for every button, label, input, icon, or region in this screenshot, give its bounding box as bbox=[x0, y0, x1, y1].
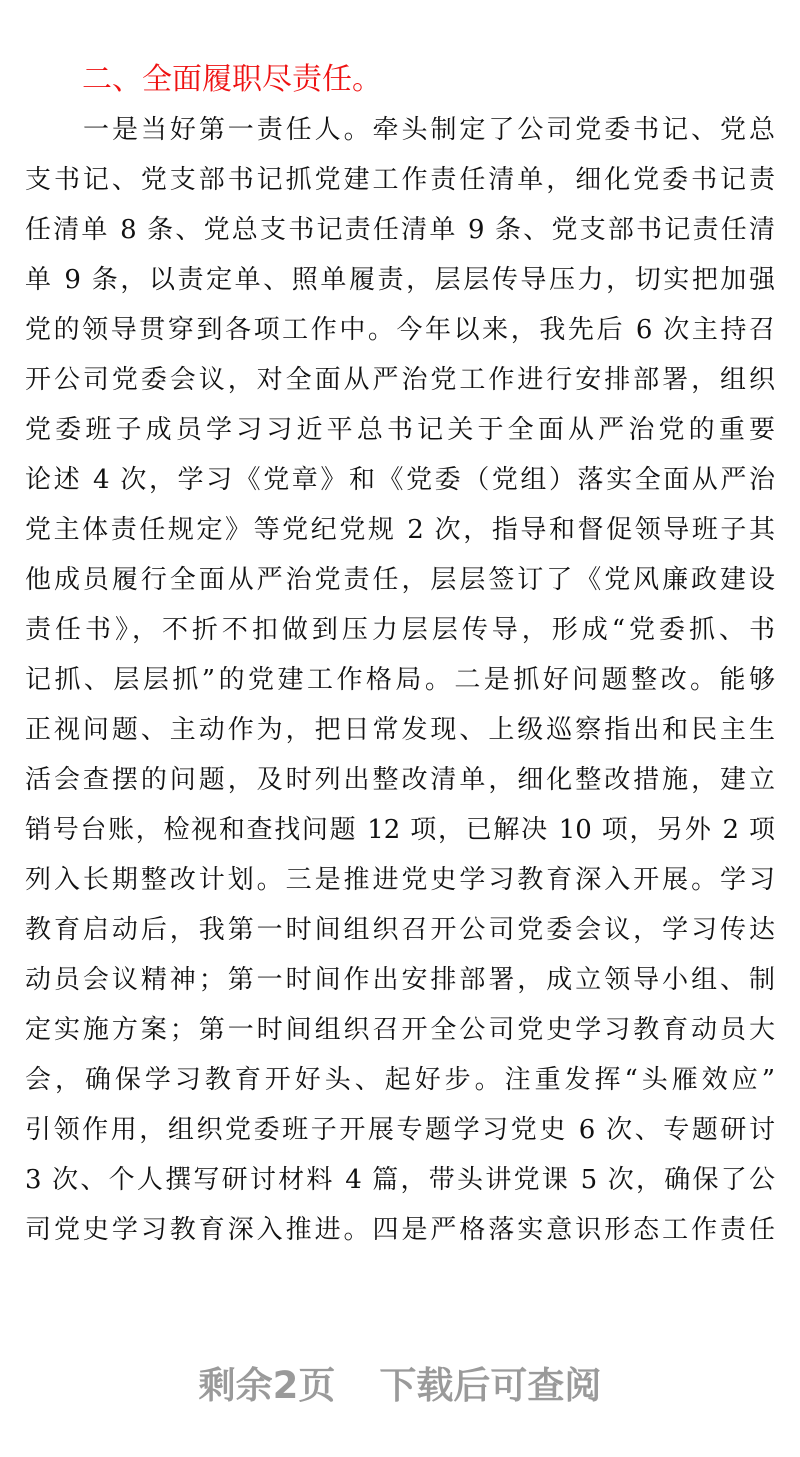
paragraph-line: 党主体责任规定》等党纪党规 2 次，指导和督促领导班子其 bbox=[25, 515, 775, 545]
download-prompt[interactable] bbox=[0, 1355, 800, 1409]
paragraph-line: 党的领导贯穿到各项工作中。今年以来，我先后 6 次主持召 bbox=[25, 315, 775, 345]
remaining-pages-label[interactable]: 剩余2页 bbox=[198, 1364, 336, 1407]
paragraph-line: 会，确保学习教育开好头、起好步。注重发挥“头雁效应” bbox=[25, 1065, 775, 1095]
paragraph-line: 销号台账，检视和查找问题 12 项，已解决 10 项，另外 2 项 bbox=[25, 815, 775, 845]
paragraph-line: 任清单 8 条、党总支书记责任清单 9 条、党支部书记责任清 bbox=[25, 215, 775, 245]
paragraph-line: 教育启动后，我第一时间组织召开公司党委会议，学习传达 bbox=[25, 915, 775, 945]
paragraph-line: 3 次、个人撰写研讨材料 4 篇，带头讲党课 5 次，确保了公 bbox=[25, 1165, 775, 1195]
paragraph-line: 支书记、党支部书记抓党建工作责任清单，细化党委书记责 bbox=[25, 165, 775, 195]
paragraph-line: 正视问题、主动作为，把日常发现、上级巡察指出和民主生 bbox=[25, 715, 775, 745]
paragraph-line: 论述 4 次，学习《党章》和《党委（党组）落实全面从严治 bbox=[25, 465, 775, 495]
paragraph-line: 司党史学习教育深入推进。四是严格落实意识形态工作责任 bbox=[25, 1215, 775, 1245]
paragraph-line: 他成员履行全面从严治党责任，层层签订了《党风廉政建设 bbox=[25, 565, 775, 595]
paragraph-line: 活会查摆的问题，及时列出整改清单，细化整改措施，建立 bbox=[25, 765, 775, 795]
paragraph-line: 一是当好第一责任人。牵头制定了公司党委书记、党总 bbox=[83, 115, 775, 145]
paragraph-line: 动员会议精神；第一时间作出安排部署，成立领导小组、制 bbox=[25, 965, 775, 995]
paragraph-line: 记抓、层层抓”的党建工作格局。二是抓好问题整改。能够 bbox=[25, 665, 775, 695]
paragraph-line: 开公司党委会议，对全面从严治党工作进行安排部署，组织 bbox=[25, 365, 775, 395]
paragraph-line: 引领作用，组织党委班子开展专题学习党史 6 次、专题研讨 bbox=[25, 1115, 775, 1145]
download-hint-label[interactable]: 下载后可查阅 bbox=[379, 1364, 602, 1407]
paragraph-line: 列入长期整改计划。三是推进党史学习教育深入开展。学习 bbox=[25, 865, 775, 895]
document-body bbox=[25, 105, 775, 1255]
paragraph-line: 党委班子成员学习习近平总书记关于全面从严治党的重要 bbox=[25, 415, 775, 445]
paragraph-line: 定实施方案；第一时间组织召开全公司党史学习教育动员大 bbox=[25, 1015, 775, 1045]
section-heading: 二、全面履职尽责任。 bbox=[82, 62, 382, 97]
paragraph-line: 单 9 条，以责定单、照单履责，层层传导压力，切实把加强 bbox=[25, 265, 775, 295]
paragraph-line: 责任书》，不折不扣做到压力层层传导，形成“党委抓、书 bbox=[25, 615, 775, 645]
